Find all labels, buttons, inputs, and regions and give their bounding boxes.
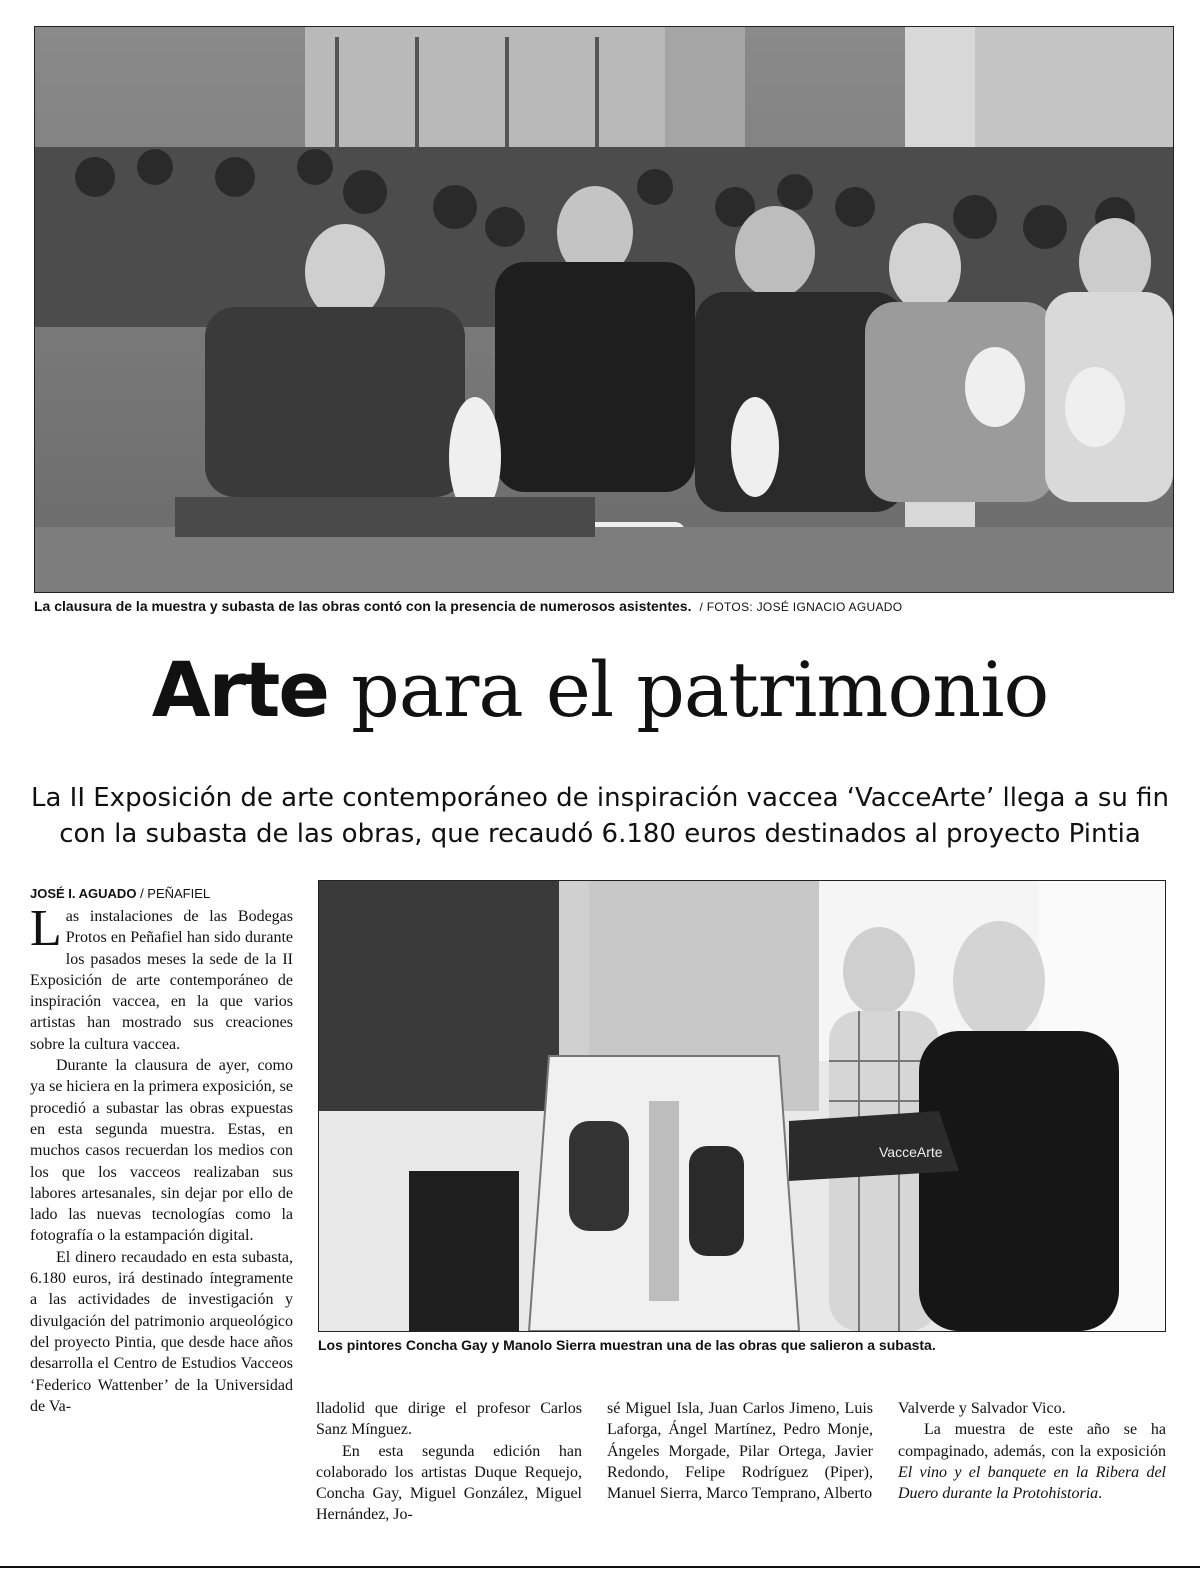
top-photo-caption-text: La clausura de la muestra y subasta de las obras contó con la presencia de numerosos asistentes. xyxy=(34,598,692,614)
audience-photo-illustration xyxy=(35,27,1173,592)
article-paragraph-4: lladolid que dirige el profesor Carlos Sanz Mínguez. xyxy=(316,1400,582,1439)
headline xyxy=(0,640,1200,740)
drop-cap: L xyxy=(30,900,62,957)
booklet-title: VacceArte xyxy=(879,1144,943,1160)
article-paragraph-8 xyxy=(898,1419,1166,1504)
painters-photo-illustration xyxy=(319,881,1165,1331)
bottom-rule xyxy=(0,1566,1200,1568)
top-photo-caption xyxy=(34,598,902,614)
article-paragraph-1 xyxy=(30,900,293,1055)
audience-photo xyxy=(34,26,1174,593)
byline-location: / PEÑAFIEL xyxy=(140,886,211,901)
article-column-2 xyxy=(316,1398,582,1526)
byline-author: JOSÉ I. AGUADO xyxy=(30,886,137,901)
deck-subtitle: La II Exposición de arte contemporáneo de inspiración vaccea ‘VacceArte’ llega a su fin con la subasta de las obras, que recaudó 6.180 euros destinados al proyecto Pintia xyxy=(30,783,1170,849)
article-column-4 xyxy=(898,1398,1166,1504)
article-column-3 xyxy=(607,1398,873,1504)
article-paragraph-5: En esta segunda edición han colaborado los artistas Duque Requejo, Concha Gay, Miguel González, Miguel Hernández, Jo- xyxy=(316,1442,582,1524)
photo-credit: / FOTOS: JOSÉ IGNACIO AGUADO xyxy=(699,600,903,614)
exhibition-title: El vino y el banquete en la Ribera del Duero durante la Protohistoria xyxy=(898,1463,1166,1503)
headline-bold: Arte xyxy=(151,645,328,734)
article-paragraph-7: Valverde y Salvador Vico. xyxy=(898,1400,1066,1417)
article-paragraph-2: Durante la clausura de ayer, como ya se hiciera en la primera exposición, se procedió a subastar las obras expuestas en esta segunda muestra. Estas, en muchos casos recuerdan los medios con los que los vacceos realizaban sus labores artesanales, sin dejar por ello de lado las nuevas tecnologías como la fotografía o la estampación digital. xyxy=(30,1057,293,1245)
article-column-1 xyxy=(30,900,293,1417)
headline-rest: para el patrimonio xyxy=(327,645,1049,734)
paragraph-8-text: La muestra de este año se ha compaginado, además, con la exposición xyxy=(898,1421,1166,1460)
painters-photo-caption: Los pintores Concha Gay y Manolo Sierra muestran una de las obras que salieron a subasta. xyxy=(318,1337,936,1353)
paragraph-1-text: as instalaciones de las Bodegas Protos en Peñafiel han sido durante los pasados meses la sede de la II Exposición de arte contemporáneo de inspiración vaccea, en la que varios artistas han mostrado sus creaciones sobre la cultura vaccea. xyxy=(30,908,293,1053)
article-paragraph-3: El dinero recaudado en esta subasta, 6.180 euros, irá destinado íntegramente a las actividades de investigación y divulgación del patrimonio arqueológico del proyecto Pintia, que desde hace años desarrolla el Centro de Estudios Vacceos ‘Federico Wattenber’ de la Universidad de Va- xyxy=(30,1248,293,1415)
paragraph-8-end: . xyxy=(1098,1485,1103,1503)
painters-photo xyxy=(318,880,1166,1332)
article-paragraph-6: sé Miguel Isla, Juan Carlos Jimeno, Luis Laforga, Ángel Martínez, Pedro Monje, Ángeles Morgade, Pilar Ortega, Javier Redondo, Felipe Rodríguez (Piper), Manuel Sierra, Marco Temprano, Alberto xyxy=(607,1400,873,1503)
byline xyxy=(30,886,210,901)
